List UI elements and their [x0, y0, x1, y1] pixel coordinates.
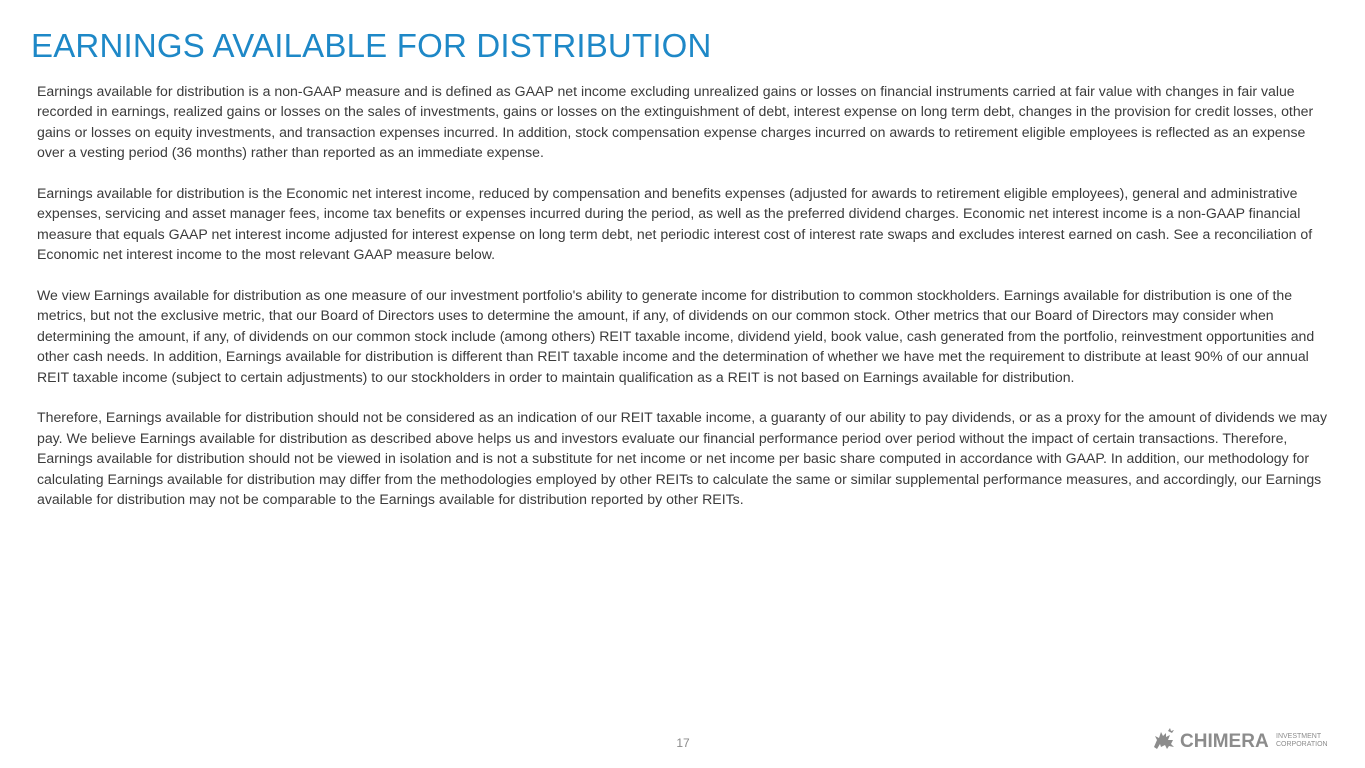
body-text — [37, 81, 1329, 530]
page-number: 17 — [676, 736, 690, 750]
logo-tagline-line1: INVESTMENT — [1276, 733, 1322, 740]
paragraph-limitations: Therefore, Earnings available for distribution should not be considered as an indication of our REIT taxable income, a guaranty of our ability to pay dividends, or as a proxy for the amount of dividends we may pay. We believe Earnings available for distribution as described above helps us and investors evaluate our financial performance period over period without the impact of certain transactions. Therefore, Earnings available for distribution should not be viewed in isolation and is not a substitute for net income or net income per basic share computed in accordance with GAAP. In addition, our methodology for calculating Earnings available for distribution may differ from the methodologies employed by other REITs to calculate the same or similar supplemental performance measures, and accordingly, our Earnings available for distribution may not be comparable to the Earnings available for distribution reported by other REITs. — [37, 409, 1328, 508]
chimera-creature-icon — [1154, 728, 1174, 749]
paragraph-economic-net-interest: Earnings available for distribution is the Economic net interest income, reduced by compensation and benefits expenses (adjusted for awards to retirement eligible employees), general and administrative expenses, servicing and asset manager fees, income tax benefits or expenses incurred during the period, as well as the preferred dividend charges. Economic net interest income is a non-GAAP financial measure that equals GAAP net interest income adjusted for interest expense on long term debt, net periodic interest cost of interest rate swaps and excludes interest earned on cash. See a reconciliation of Economic net interest income to the most relevant GAAP measure below. — [37, 185, 1313, 263]
logo-name: CHIMERA — [1180, 731, 1269, 751]
paragraph-investment-view: We view Earnings available for distribution as one measure of our investment portfolio's ability to generate income for distribution to common stockholders. Earnings available for distribution is one of the metrics, but not the exclusive metric, that our Board of Directors uses to determine the amount, if any, of dividends on our common stock. Other metrics that our Board of Directors may consider when determining the amount, if any, of dividends on our common stock include (among others) REIT taxable income, dividend yield, book value, cash generated from the portfolio, reinvestment opportunities and other cash needs. In addition, Earnings available for distribution is different than REIT taxable income and the determination of whether we have met the requirement to distribute at least 90% of our annual REIT taxable income (subject to certain adjustments) to our stockholders in order to maintain qualification as a REIT is not based on Earnings available for distribution. — [37, 287, 1315, 385]
company-logo — [1152, 727, 1342, 751]
logo-tagline-line2: CORPORATION — [1276, 741, 1328, 748]
page-title: EARNINGS AVAILABLE FOR DISTRIBUTION — [31, 27, 712, 64]
paragraph-definition: Earnings available for distribution is a non-GAAP measure and is defined as GAAP net income excluding unrealized gains or losses on financial instruments carried at fair value with changes in fair value recorded in earnings, realized gains or losses on the sales of investments, gains or losses on the extinguishment of debt, interest expense on long term debt, changes in the provision for credit losses, other gains or losses on equity investments, and transaction expenses incurred. In addition, stock compensation expense charges incurred on awards to retirement eligible employees is reflected as an expense over a vesting period (36 months) rather than reported as an immediate expense. — [37, 83, 1314, 161]
